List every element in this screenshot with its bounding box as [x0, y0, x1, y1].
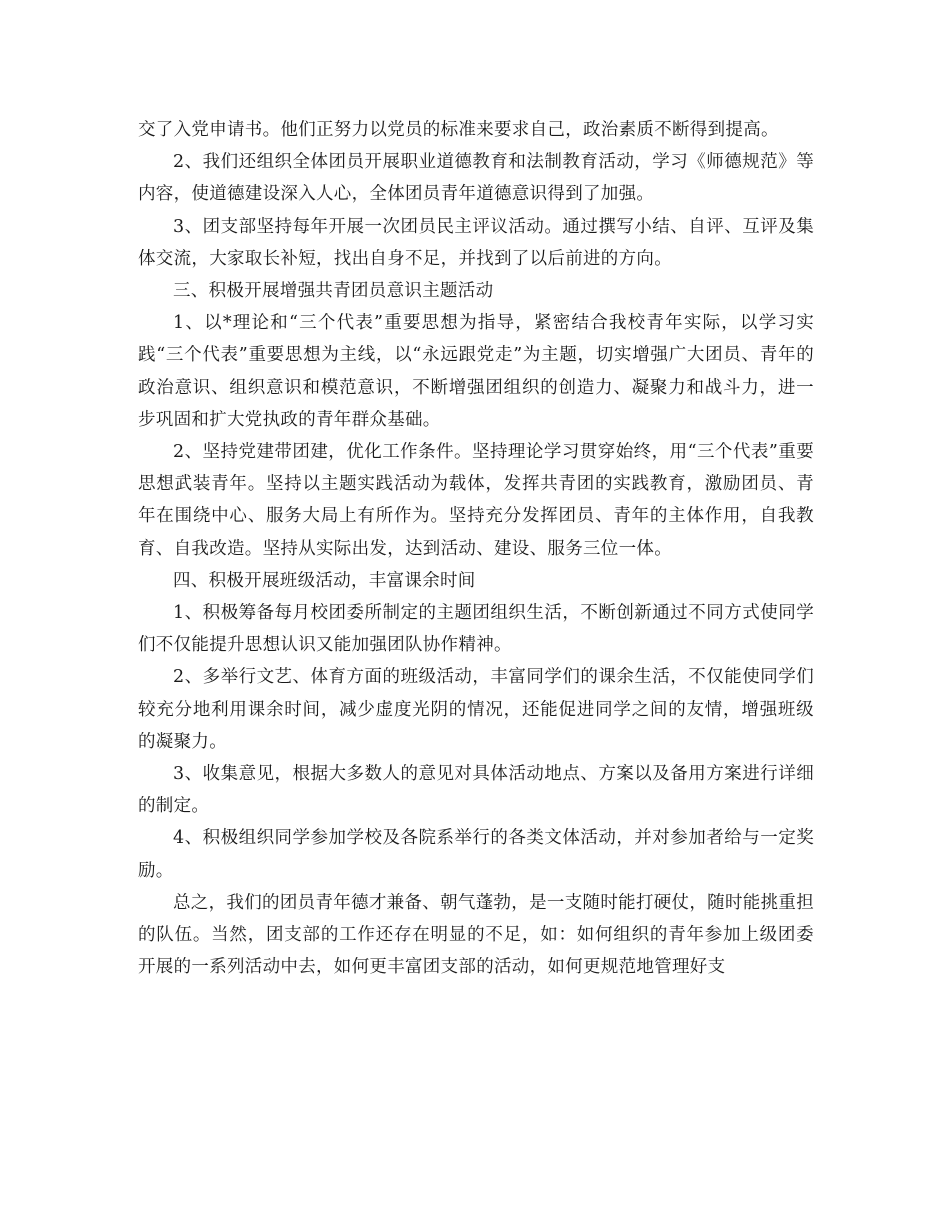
document-body: [138, 114, 814, 983]
paragraph-item-3-democratic-review: 3、团支部坚持每年开展一次团员民主评议活动。通过撰写小结、自评、互评及集体交流，大家取长补短，找出自身不足，并找到了以后前进的方向。: [138, 216, 814, 269]
paragraph-item-3-collect-opinions: 3、收集意见，根据大多数人的意见对具体活动地点、方案以及备用方案进行详细的制定。: [138, 764, 814, 817]
paragraph-continuation: 交了入党申请书。他们正努力以党员的标准来要求自己，政治素质不断得到提高。: [138, 120, 779, 140]
paragraph-item-1-theory-guidance: 1、以*理论和“三个代表”重要思想为指导，紧密结合我校青年实际，以学习实践“三个代表”重要思想为主线，以“永远跟党走”为主题，切实增强广大团员、青年的政治意识、组织意识和模范意识，不断增强团组织的创造力、凝聚力和战斗力，进一步巩固和扩大党执政的青年群众基础。: [138, 313, 814, 430]
paragraph-summary: 总之，我们的团员青年德才兼备、朝气蓬勃，是一支随时能打硬仗，随时能挑重担的队伍。当然，团支部的工作还存在明显的不足，如：如何组织的青年参加上级团委开展的一系列活动中去，如何更丰富团支部的活动，如何更规范地管理好支: [138, 892, 814, 978]
paragraph-item-2-class-activities: 2、多举行文艺、体育方面的班级活动，丰富同学们的课余生活，不仅能使同学们较充分地利用课余时间，减少虚度光阴的情况，还能促进同学之间的友情，增强班级的凝聚力。: [138, 667, 814, 752]
paragraph-item-2-ethics-education: 2、我们还组织全体团员开展职业道德教育和法制教育活动，学习《师德规范》等内容，使道德建设深入人心，全体团员青年道德意识得到了加强。: [138, 152, 814, 205]
section-heading-4: 四、积极开展班级活动，丰富课余时间: [173, 570, 476, 591]
paragraph-item-2-party-building: 2、坚持党建带团建，优化工作条件。坚持理论学习贯穿始终，用“三个代表”重要思想武装青年。坚持以主题实践活动为载体，发挥共青团的实践教育，激励团员、青年在围绕中心、服务大局上有所作为。坚持充分发挥团员、青年的主体作用，自我教育、自我改造。坚持从实际出发，达到活动、建设、服务三位一体。: [138, 442, 814, 559]
paragraph-item-4-cultural-sports: 4、积极组织同学参加学校及各院系举行的各类文体活动，并对参加者给与一定奖励。: [138, 828, 814, 881]
section-heading-3: 三、积极开展增强共青团员意识主题活动: [173, 281, 494, 302]
paragraph-item-1-monthly-activities: 1、积极筹备每月校团委所制定的主题团组织生活，不断创新通过不同方式使同学们不仅能提升思想认识又能加强团队协作精神。: [138, 603, 814, 656]
